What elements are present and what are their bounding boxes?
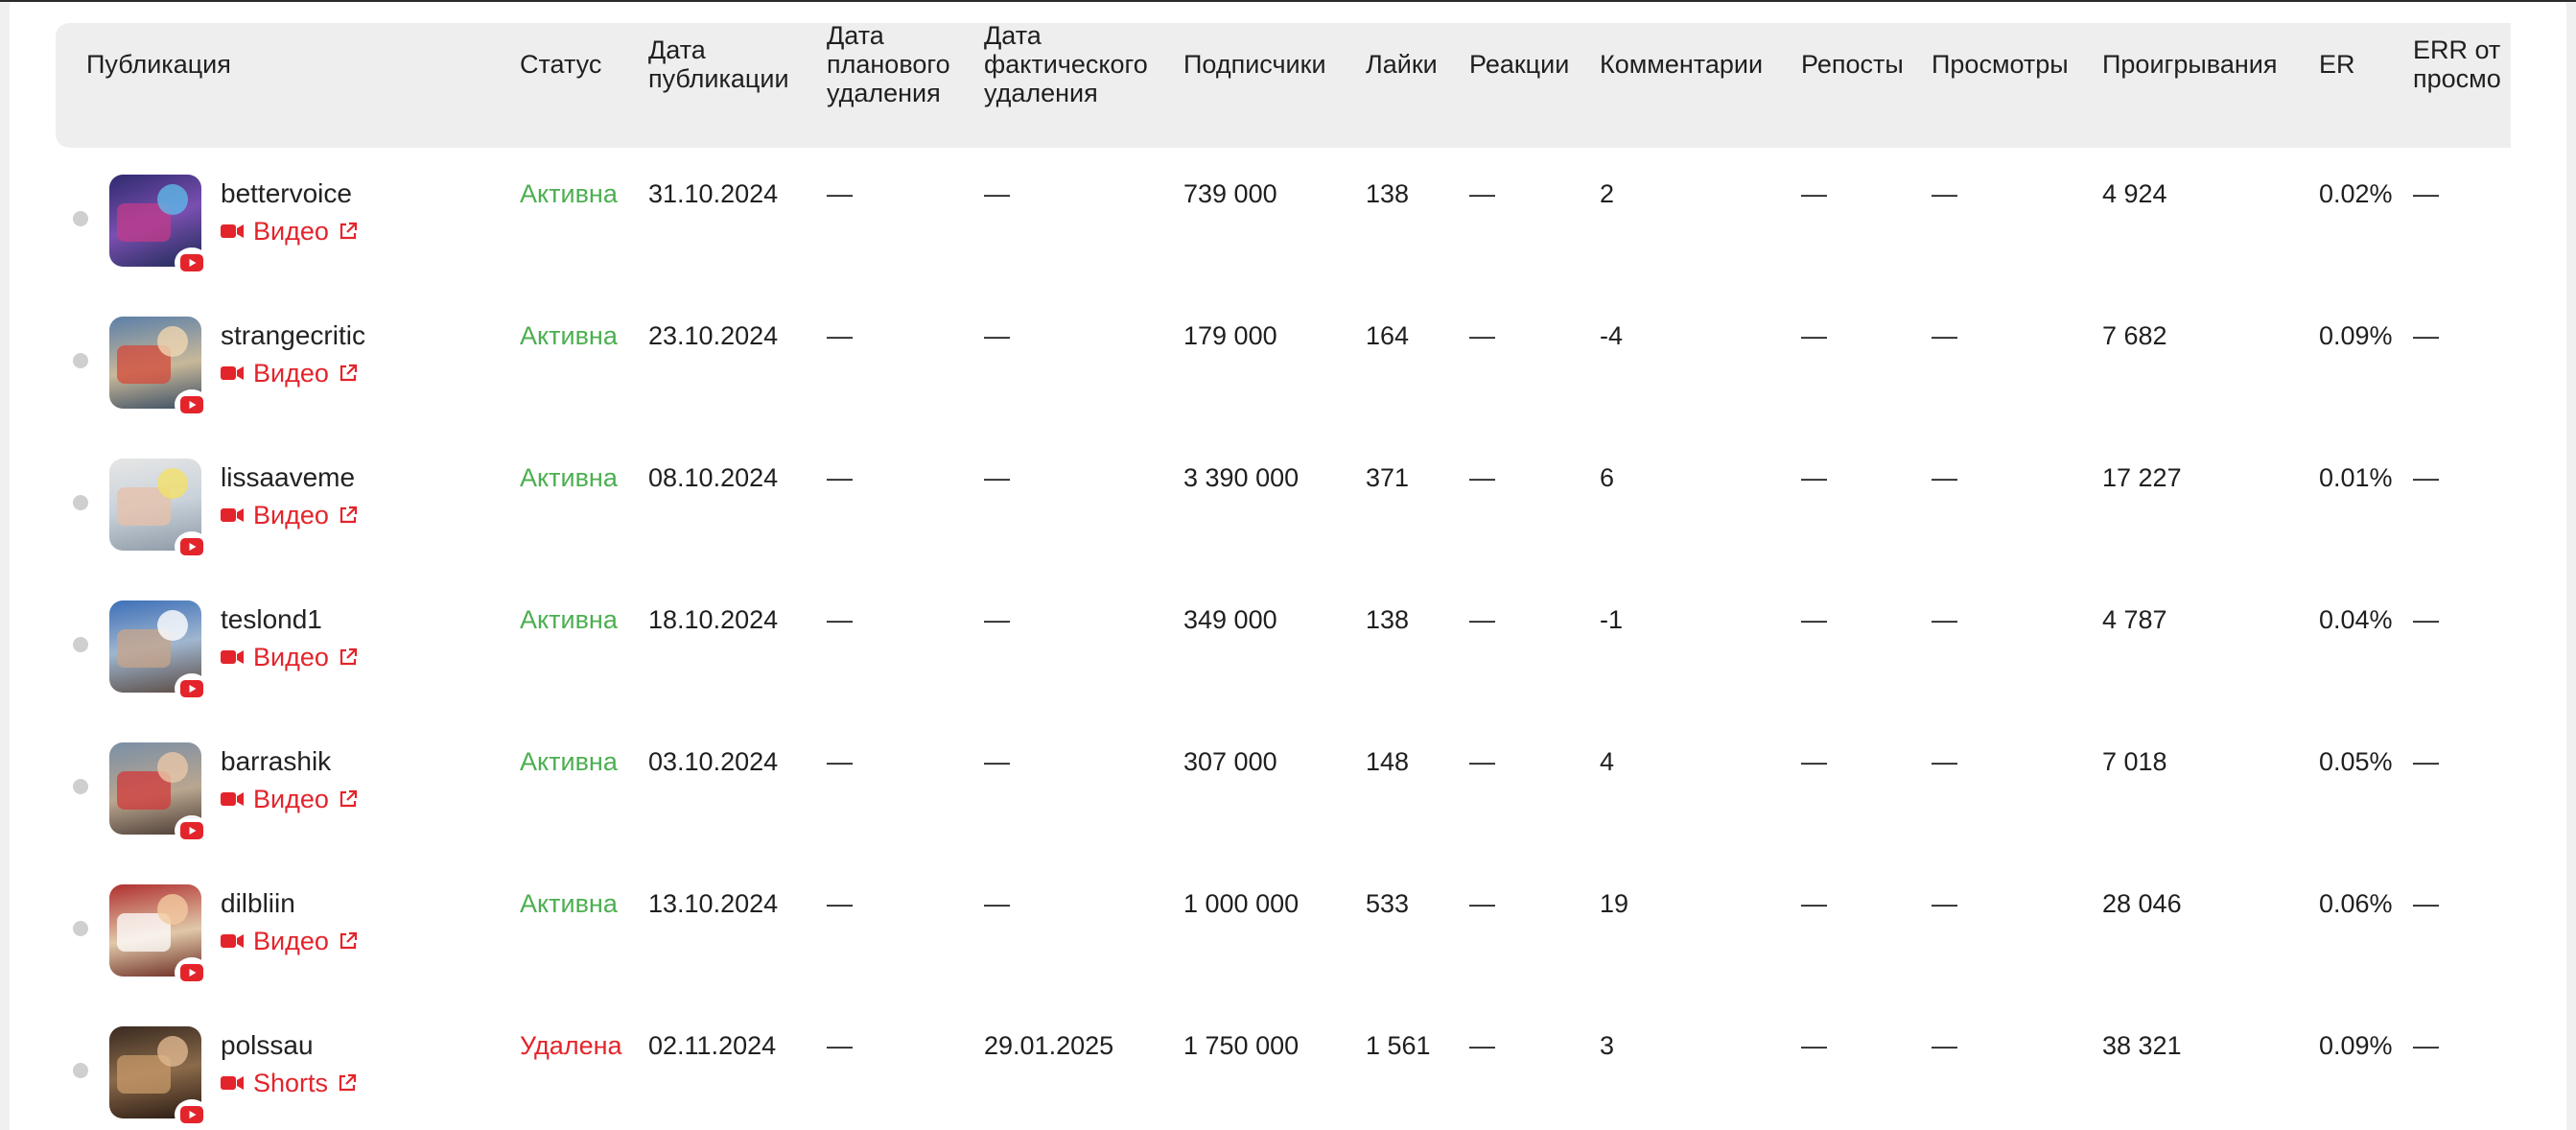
header-fact-delete-line1: Дата: [984, 21, 1042, 50]
reactions-value: —: [1469, 321, 1495, 350]
status-dot-icon: [73, 353, 88, 368]
subscribers-value: 1 750 000: [1183, 1031, 1300, 1060]
table-row[interactable]: [10, 570, 2566, 712]
header-publication[interactable]: [86, 2, 231, 127]
reactions-value: —: [1469, 605, 1495, 634]
thumbnail-detail: [157, 468, 188, 499]
likes-value: 138: [1366, 605, 1410, 634]
header-fact-delete-line3: удаления: [984, 79, 1098, 107]
pub-date: 02.11.2024: [648, 1031, 777, 1060]
likes-value: 148: [1366, 747, 1410, 776]
header-err-label: [2413, 35, 2501, 93]
header-plan-delete-line3: удаления: [827, 79, 941, 107]
header-status-label: Статус: [520, 50, 602, 79]
header-plays-label: Проигрывания: [2102, 50, 2278, 79]
reactions-value: —: [1469, 889, 1495, 918]
status-dot-icon: [73, 921, 88, 936]
header-publication-label: Публикация: [86, 50, 231, 79]
header-status[interactable]: [520, 2, 601, 127]
video-camera-icon: [221, 791, 244, 807]
header-likes[interactable]: [1366, 2, 1438, 127]
youtube-icon: [175, 957, 209, 988]
channel-name[interactable]: dilbliin: [221, 888, 295, 918]
pub-date: 18.10.2024: [648, 605, 779, 634]
media-link[interactable]: [221, 217, 358, 246]
reactions-value: —: [1469, 1031, 1495, 1060]
status-dot-icon: [73, 211, 88, 226]
thumbnail-detail: [157, 326, 188, 357]
status-badge: Активна: [520, 747, 618, 776]
views-value: —: [1932, 1031, 1957, 1060]
header-subscribers-label: Подписчики: [1183, 50, 1326, 79]
status-dot-icon: [73, 1063, 88, 1078]
header-er[interactable]: [2319, 2, 2355, 127]
comments-value: -4: [1600, 321, 1624, 350]
youtube-icon: [175, 531, 209, 562]
fact-delete-date: —: [984, 605, 1010, 634]
external-link-icon: [339, 222, 358, 241]
er-value: 0.09%: [2319, 1031, 2393, 1060]
channel-name[interactable]: bettervoice: [221, 178, 352, 208]
media-link[interactable]: [221, 785, 358, 813]
status-dot-icon: [73, 779, 88, 794]
plan-delete-date: —: [827, 889, 853, 918]
status-badge: Активна: [520, 463, 618, 492]
header-fact-delete-label: [984, 21, 1148, 107]
header-reactions[interactable]: [1469, 2, 1569, 127]
err-value: —: [2413, 889, 2439, 918]
media-type-label: Видео: [253, 643, 329, 671]
header-plan-delete-line2: планового: [827, 50, 950, 79]
subscribers-value: 179 000: [1183, 321, 1277, 350]
media-type-label: Shorts: [253, 1069, 329, 1097]
reposts-value: —: [1801, 605, 1827, 634]
views-value: —: [1932, 747, 1957, 776]
views-value: —: [1932, 179, 1957, 208]
plays-value: 28 046: [2102, 889, 2182, 918]
media-link[interactable]: [221, 927, 358, 955]
table-row[interactable]: [10, 996, 2566, 1130]
comments-value: 3: [1600, 1031, 1615, 1060]
header-pub-date-line1: Дата: [648, 35, 706, 64]
fact-delete-date: —: [984, 889, 1010, 918]
subscribers-value: 349 000: [1183, 605, 1277, 634]
header-err[interactable]: [2413, 2, 2511, 127]
plays-value: 7 682: [2102, 321, 2167, 350]
pub-date: 31.10.2024: [648, 179, 779, 208]
status-badge: Активна: [520, 321, 618, 350]
youtube-icon: [175, 1099, 209, 1130]
header-comments-label: Комментарии: [1600, 50, 1764, 79]
external-link-icon: [339, 647, 358, 667]
err-value: —: [2413, 1031, 2439, 1060]
header-subscribers[interactable]: [1183, 2, 1326, 127]
header-comments[interactable]: [1600, 2, 1763, 127]
comments-value: 2: [1600, 179, 1615, 208]
status-dot-icon: [73, 495, 88, 510]
header-plan-delete-date[interactable]: [827, 2, 950, 127]
reactions-value: —: [1469, 179, 1495, 208]
channel-name[interactable]: lissaaveme: [221, 462, 356, 492]
err-value: —: [2413, 463, 2439, 492]
header-views[interactable]: [1932, 2, 2069, 127]
external-link-icon: [339, 506, 358, 525]
comments-value: 19: [1600, 889, 1629, 918]
status-badge: Активна: [520, 889, 618, 918]
table-row[interactable]: [10, 712, 2566, 854]
fact-delete-date: —: [984, 463, 1010, 492]
header-plays[interactable]: [2102, 2, 2277, 127]
media-type-label: Видео: [253, 785, 329, 813]
external-link-icon: [339, 931, 358, 951]
likes-value: 1 561: [1366, 1031, 1431, 1060]
er-value: 0.01%: [2319, 463, 2393, 492]
er-value: 0.02%: [2319, 179, 2393, 208]
media-type-label: Видео: [253, 927, 329, 955]
video-camera-icon: [221, 933, 244, 949]
header-err-line1: ERR от: [2413, 35, 2501, 64]
external-link-icon: [339, 789, 358, 809]
media-link[interactable]: [221, 643, 358, 671]
plan-delete-date: —: [827, 463, 853, 492]
video-camera-icon: [221, 1075, 244, 1091]
header-err-line2: просмо: [2413, 64, 2501, 93]
status-badge: Активна: [520, 605, 618, 634]
channel-name[interactable]: polssau: [221, 1030, 314, 1060]
comments-value: -1: [1600, 605, 1624, 634]
header-reposts[interactable]: [1801, 2, 1904, 127]
thumbnail-detail: [157, 610, 188, 641]
fact-delete-date: 29.01.2025: [984, 1031, 1114, 1060]
er-value: 0.06%: [2319, 889, 2393, 918]
comments-value: 6: [1600, 463, 1615, 492]
header-plan-delete-line1: Дата: [827, 21, 884, 50]
media-link[interactable]: [221, 501, 358, 530]
table-row[interactable]: [10, 854, 2566, 996]
header-fact-delete-date[interactable]: [984, 2, 1148, 127]
views-value: —: [1932, 463, 1957, 492]
publications-table: [10, 2, 2566, 1130]
reactions-value: —: [1469, 463, 1495, 492]
plan-delete-date: —: [827, 1031, 853, 1060]
fact-delete-date: —: [984, 179, 1010, 208]
header-pub-date-line2: публикации: [648, 64, 789, 93]
err-value: —: [2413, 179, 2439, 208]
media-type-label: Видео: [253, 501, 329, 530]
reactions-value: —: [1469, 747, 1495, 776]
header-pub-date-label: [648, 35, 789, 93]
header-fact-delete-line2: фактического: [984, 50, 1148, 79]
er-value: 0.05%: [2319, 747, 2393, 776]
channel-name[interactable]: strangecritic: [221, 320, 365, 350]
pub-date: 13.10.2024: [648, 889, 779, 918]
video-camera-icon: [221, 507, 244, 523]
plays-value: 4 787: [2102, 605, 2167, 634]
header-reactions-label: Реакции: [1469, 50, 1570, 79]
status-dot-icon: [73, 637, 88, 652]
thumbnail-detail: [157, 184, 188, 215]
pub-date: 23.10.2024: [648, 321, 779, 350]
likes-value: 164: [1366, 321, 1410, 350]
comments-value: 4: [1600, 747, 1615, 776]
external-link-icon: [338, 1073, 357, 1093]
subscribers-value: 307 000: [1183, 747, 1277, 776]
plays-value: 4 924: [2102, 179, 2167, 208]
likes-value: 533: [1366, 889, 1410, 918]
plays-value: 38 321: [2102, 1031, 2182, 1060]
err-value: —: [2413, 321, 2439, 350]
youtube-icon: [175, 389, 209, 420]
reposts-value: —: [1801, 463, 1827, 492]
subscribers-value: 3 390 000: [1183, 463, 1300, 492]
header-likes-label: Лайки: [1366, 50, 1438, 79]
youtube-icon: [175, 815, 209, 846]
err-value: —: [2413, 747, 2439, 776]
video-camera-icon: [221, 224, 244, 239]
media-link[interactable]: [221, 359, 358, 388]
plan-delete-date: —: [827, 605, 853, 634]
pub-date: 08.10.2024: [648, 463, 779, 492]
header-views-label: Просмотры: [1932, 50, 2069, 79]
plan-delete-date: —: [827, 747, 853, 776]
views-value: —: [1932, 321, 1957, 350]
media-type-label: Видео: [253, 217, 329, 246]
header-pub-date[interactable]: [648, 2, 789, 127]
status-badge: Активна: [520, 179, 618, 208]
reposts-value: —: [1801, 747, 1827, 776]
table-row[interactable]: [10, 428, 2566, 570]
fact-delete-date: —: [984, 747, 1010, 776]
youtube-icon: [175, 247, 209, 278]
thumbnail-detail: [157, 894, 188, 925]
youtube-icon: [175, 673, 209, 704]
subscribers-value: 739 000: [1183, 179, 1277, 208]
err-value: —: [2413, 605, 2439, 634]
plan-delete-date: —: [827, 179, 853, 208]
pub-date: 03.10.2024: [648, 747, 779, 776]
fact-delete-date: —: [984, 321, 1010, 350]
table-row[interactable]: [10, 144, 2566, 286]
er-value: 0.09%: [2319, 321, 2393, 350]
plays-value: 17 227: [2102, 463, 2182, 492]
thumbnail-detail: [157, 1036, 188, 1067]
video-camera-icon: [221, 365, 244, 381]
subscribers-value: 1 000 000: [1183, 889, 1300, 918]
reposts-value: —: [1801, 889, 1827, 918]
plays-value: 7 018: [2102, 747, 2167, 776]
video-camera-icon: [221, 649, 244, 665]
table-row[interactable]: [10, 286, 2566, 428]
external-link-icon: [339, 364, 358, 383]
reposts-value: —: [1801, 321, 1827, 350]
header-reposts-label: Репосты: [1801, 50, 1904, 79]
reposts-value: —: [1801, 179, 1827, 208]
likes-value: 138: [1366, 179, 1410, 208]
views-value: —: [1932, 605, 1957, 634]
media-type-label: Видео: [253, 359, 329, 388]
channel-name[interactable]: teslond1: [221, 604, 322, 634]
header-er-label: ER: [2319, 50, 2355, 79]
plan-delete-date: —: [827, 321, 853, 350]
header-plan-delete-label: [827, 21, 950, 107]
reposts-value: —: [1801, 1031, 1827, 1060]
thumbnail-detail: [157, 752, 188, 783]
er-value: 0.04%: [2319, 605, 2393, 634]
channel-name[interactable]: barrashik: [221, 746, 332, 776]
status-badge: Удалена: [520, 1031, 622, 1060]
views-value: —: [1932, 889, 1957, 918]
media-link[interactable]: [221, 1069, 357, 1097]
likes-value: 371: [1366, 463, 1410, 492]
